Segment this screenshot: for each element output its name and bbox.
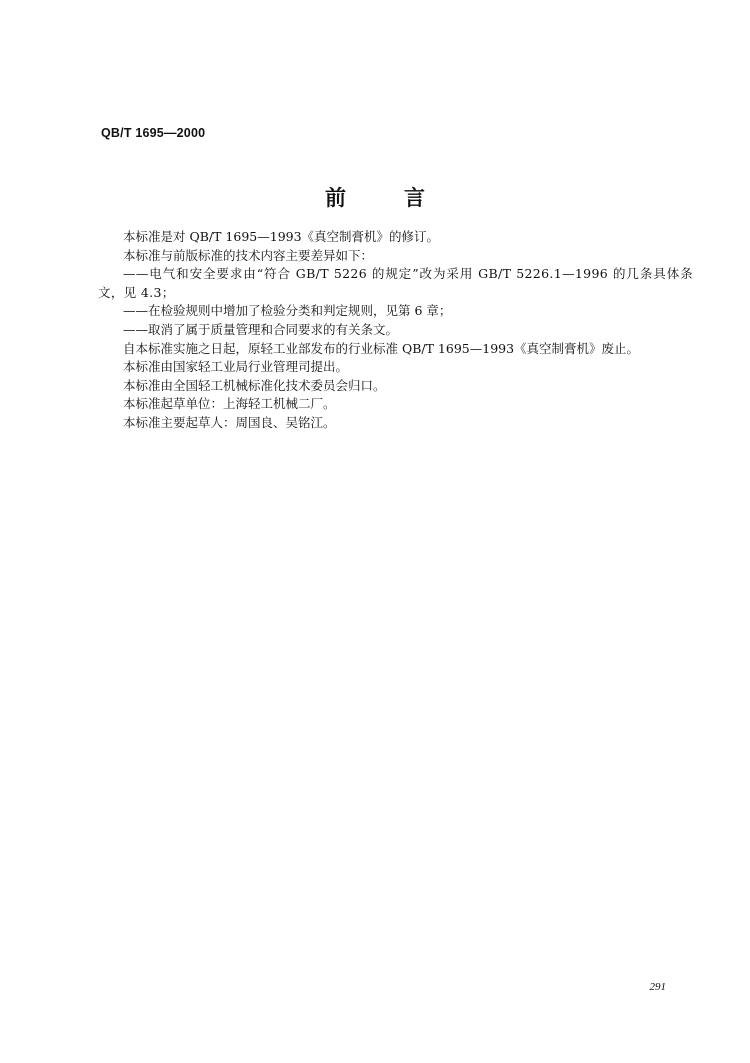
page-title <box>0 182 750 212</box>
page-number: 291 <box>649 981 666 993</box>
title-char-2: 言 <box>404 186 425 210</box>
paragraph-difference-inspection: ——在检验规则中增加了检验分类和判定规则，见第 6 章； <box>123 303 452 319</box>
paragraph-difference-electrical: ——电气和安全要求由“符合 GB/T 5226 的规定”改为采用 GB/T 5226.1—1996 的几条具体条文，见 4.3； <box>98 266 693 300</box>
paragraph-drafters: 本标准主要起草人：周国良、吴铭江。 <box>123 414 336 430</box>
standard-code: QB/T 1695—2000 <box>101 126 206 140</box>
paragraph-drafting-unit: 本标准起草单位：上海轻工机械二厂。 <box>123 396 336 412</box>
paragraph-proposed-by: 本标准由国家轻工业局行业管理司提出。 <box>123 359 349 375</box>
paragraph-revision: 本标准是对 QB/T 1695—1993《真空制膏机》的修订。 <box>123 229 440 244</box>
paragraph-difference-removed: ——取消了属于质量管理和合同要求的有关条文。 <box>123 321 399 337</box>
paragraph-centralized-by: 本标准由全国轻工机械标准化技术委员会归口。 <box>123 377 386 393</box>
foreword-body <box>98 228 693 433</box>
paragraph-supersede: 自本标准实施之日起，原轻工业部发布的行业标准 QB/T 1695—1993《真空制膏机》废止。 <box>123 340 640 356</box>
title-char-1: 前 <box>325 186 346 210</box>
paragraph-differences-intro: 本标准与前版标准的技术内容主要差异如下： <box>123 247 374 263</box>
